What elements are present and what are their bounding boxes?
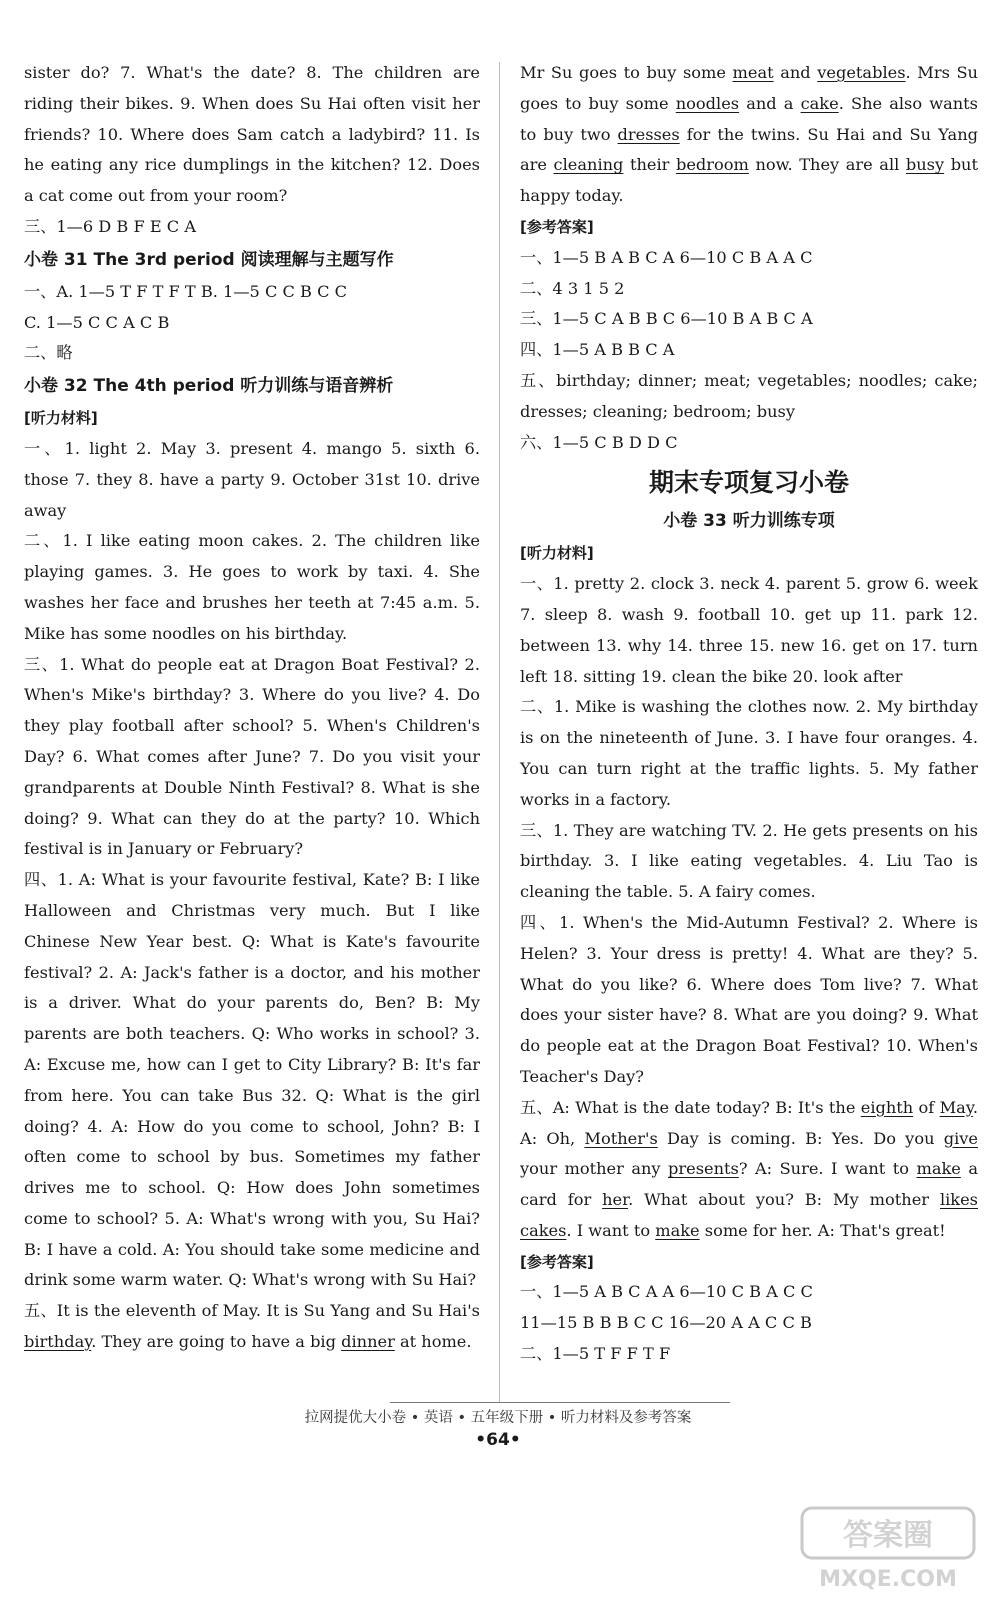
fill-word: noodles [675,93,740,113]
listening-part-3: 三、1. What do people eat at Dragon Boat Festival? 2. When's Mike's birthday? 3. Where do you live? 4. Do they play football after school? 5. When's Children's Day? 6. What comes after June? 7. Do you visit your grandparents at Double Ninth Festival? 8. What is she doing? 9. What can they do at the party? 10. Which festival is in January or February? [24,654,480,859]
fill-word: busy [905,155,945,175]
fill-word: cleaning [553,155,624,175]
reference-answers-label: [参考答案] [520,217,594,236]
answer-line: 二、4 3 1 5 2 [520,278,625,298]
column-divider [499,62,500,1402]
answer-line: 五、birthday; dinner; meat; vegetables; noodles; cake; dresses; cleaning; bedroom; busy [520,370,978,421]
fill-word: dinner [341,1332,395,1352]
listening-part-1: 一、1. pretty 2. clock 3. neck 4. parent 5. grow 6. week 7. sleep 8. wash 9. football 10. get up 11. park 12. between 13. why 14. three 15. new 16. get on 17. turn left 18. sitting 19. clean the bike 20. look after [520,574,978,686]
listening-part-4: 四、1. A: What is your favourite festival, Kate? B: I like Halloween and Christmas very much. But I like Chinese New Year best. Q: What is Kate's favourite festival? 2. A: Jack's father is a doctor, and his mother is a driver. What do your parents do, Ben? B: My parents are both teachers. Q: Who works in school? 3. A: Excuse me, how can I get to City Library? B: It's far from here. You can take Bus 32. Q: What is the girl doing? 4. A: How do you come to school, John? B: I often come to school by bus. Sometimes my father drives me to school. Q: How does John sometimes come to school? 5. A: What's wrong with you, Su Hai? B: I have a cold. A: You should take some medicine and drink some warm water. Q: What's wrong with Su Hai? [24,870,480,1290]
answer-line: 二、略 [24,343,73,363]
left-column [24,58,480,1358]
listening-material-label: [听力材料] [24,409,98,428]
answer-line: 四、1—5 A B B C A [520,340,675,360]
fill-word: cake [800,93,839,113]
answer-line: 一、A. 1—5 T F T F T B. 1—5 C C B C C [24,281,348,301]
watermark-logo-text: 答案圈 [843,1518,933,1553]
answer-line: 一、1—5 A B C A A 6—10 C B A C C [520,1282,813,1302]
reference-answers-label: [参考答案] [520,1252,594,1271]
answer-line: 三、1—6 D B F E C A [24,216,197,236]
footer-caption: 拉网提优大小卷 • 英语 • 五年级下册 • 听力材料及参考答案 [304,1410,692,1426]
fill-word: vegetables [817,63,906,82]
listening-part-5: 五、A: What is the date today? B: It's the eighth of May. A: Oh, Mother's Day is coming. B: Yes. Do you give your mother any presents? A: Sure. I want to make a card for her. What about you? B: My mother likes cakes. I want to make some for her. A: That's great! [520,1097,979,1240]
answer-line: C. 1—5 C C A C B [24,312,170,332]
footer-rule [390,1402,730,1403]
listening-part-4: 四、1. When's the Mid-Autumn Festival? 2. Where is Helen? 3. Your dress is pretty! 4. What are they? 5. What do you like? 6. Where does Tom live? 7. What does your sister have? 8. What are you doing? 9. What do people eat at the Dragon Boat Festival? 10. When's Teacher's Day? [520,912,978,1086]
section-title-31: 小卷 31 The 3rd period 阅读理解与主题写作 [24,249,394,270]
answer-line: 11—15 B B B C C 16—20 A A C C B [520,1313,812,1333]
listening-part-1: 一、1. light 2. May 3. present 4. mango 5. sixth 6. those 7. they 8. have a party 9. October 31st 10. drive away [24,438,480,520]
listening-part-3: 三、1. They are watching TV. 2. He gets presents on his birthday. 3. I like eating vegetables. 4. Liu Tao is cleaning the table. 5. A fairy comes. [520,820,978,902]
watermark-url: MXQE.COM [819,1567,957,1592]
listening-part-2: 二、1. Mike is washing the clothes now. 2. My birthday is on the nineteenth of June. 3. I have four oranges. 4. You can turn right at the traffic lights. 5. My father works in a factory. [520,697,978,809]
fill-word: birthday [24,1332,92,1352]
section-title-32: 小卷 32 The 4th period 听力训练与语音辨析 [24,376,394,397]
watermark-logo [798,1502,978,1594]
fill-word: meat [732,63,774,82]
fill-word: dresses [617,124,680,144]
final-review-title: 期末专项复习小卷 [648,468,849,498]
answer-line: 二、1—5 T F F T F [520,1344,671,1364]
listening-part-5: 五、It is the eleventh of May. It is Su Yang and Su Hai's birthday. They are going to have a big dinner at home. [24,1301,480,1352]
answer-line: 六、1—5 C B D D C [520,432,678,452]
page-number: •64• [475,1430,521,1450]
listening-part-2: 二、1. I like eating moon cakes. 2. The children like playing games. 3. He goes to work by taxi. 4. She washes her face and brushes her teeth at 7:45 a.m. 5. Mike has some noodles on his birthday. [24,531,480,643]
right-column [520,58,978,1370]
listening-material-label: [听力材料] [520,544,594,563]
fill-word: bedroom [675,155,749,175]
answer-line: 一、1—5 B A B C A 6—10 C B A A C [520,247,813,267]
previous-questions: sister do? 7. What's the date? 8. The children are riding their bikes. 9. When does Su Hai often visit her friends? 10. Where does Sam catch a ladybird? 11. Is he eating any rice dumplings in the kitchen? 12. Does a cat come out from your room? [24,63,480,206]
answer-line: 三、1—5 C A B B C 6—10 B A B C A [520,309,813,329]
passage-continued: Mr Su goes to buy some meat and vegetables. Mrs Su goes to buy some noodles and a cake. She also wants to buy two dresses for the twins. Su Hai and Su Yang are cleaning their bedroom now. They are all busy but happy today. [520,63,978,206]
section-title-33: 小卷 33 听力训练专项 [663,511,835,532]
